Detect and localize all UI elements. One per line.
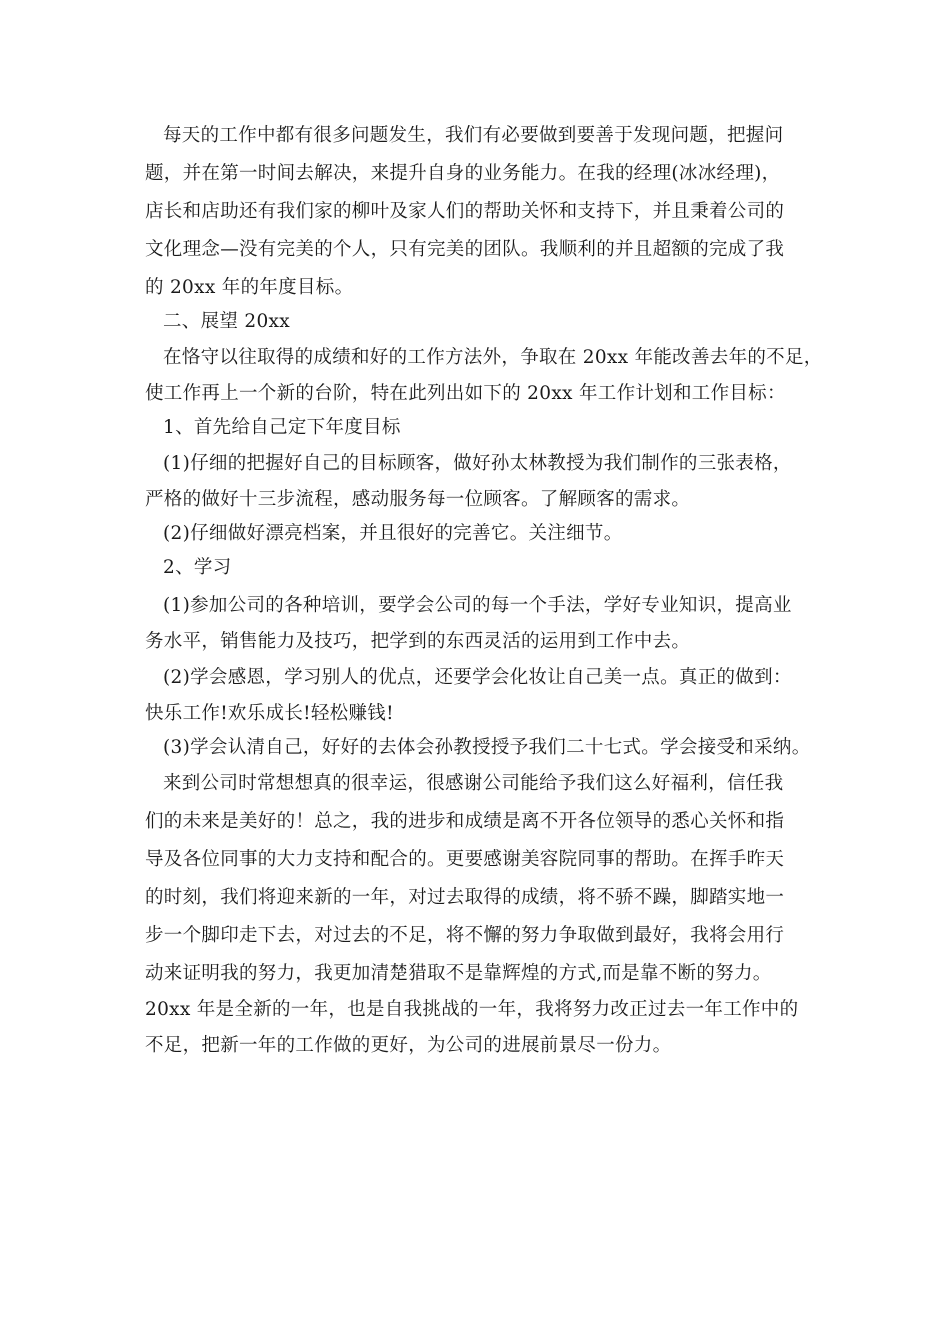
paragraph-line: 的时刻，我们将迎来新的一年，对过去取得的成绩，将不骄不躁，脚踏实地一 — [145, 887, 785, 908]
paragraph-line: 务水平，销售能力及技巧，把学到的东西灵活的运用到工作中去。 — [145, 631, 691, 652]
list-item: (1)参加公司的各种培训，要学会公司的每一个手法，学好专业知识，提高业 — [163, 595, 792, 616]
paragraph-line: 20xx 年是全新的一年，也是自我挑战的一年，我将努力改正过去一年工作中的 — [145, 999, 799, 1020]
list-item: (1)仔细的把握好自己的目标顾客，做好孙太林教授为我们制作的三张表格， — [163, 453, 792, 474]
paragraph-line: 每天的工作中都有很多问题发生，我们有必要做到要善于发现问题，把握问 — [163, 125, 784, 146]
paragraph-line: 步一个脚印走下去，对过去的不足，将不懈的努力争取做到最好，我将会用行 — [145, 925, 785, 946]
paragraph-line: 店长和店助还有我们家的柳叶及家人们的帮助关怀和支持下，并且秉着公司的 — [145, 201, 785, 222]
list-item: (2)仔细做好漂亮档案，并且很好的完善它。关注细节。 — [163, 523, 623, 544]
list-item: (2)学会感恩，学习别人的优点，还要学会化妆让自己美一点。真正的做到： — [163, 667, 792, 688]
paragraph-line: 动来证明我的努力，我更加清楚猎取不是靠辉煌的方式,而是靠不断的努力。 — [145, 963, 772, 984]
list-heading: 1、首先给自己定下年度目标 — [163, 417, 401, 438]
paragraph-line: 导及各位同事的大力支持和配合的。更要感谢美容院同事的帮助。在挥手昨天 — [145, 849, 785, 870]
list-item: (3)学会认清自己，好好的去体会孙教授授予我们二十七式。学会接受和采纳。 — [163, 737, 811, 758]
paragraph-line: 在恪守以往取得的成绩和好的工作方法外，争取在 20xx 年能改善去年的不足， — [163, 347, 823, 368]
paragraph-line: 快乐工作!欢乐成长!轻松赚钱! — [145, 703, 394, 724]
paragraph-line: 不足，把新一年的工作做的更好，为公司的进展前景尽一份力。 — [145, 1035, 672, 1056]
paragraph-line: 来到公司时常想想真的很幸运，很感谢公司能给予我们这么好福利，信任我 — [163, 773, 784, 794]
section-heading: 二、展望 20xx — [163, 311, 290, 332]
paragraph-line: 题，并在第一时间去解决，来提升自身的业务能力。在我的经理(冰冰经理)， — [145, 163, 781, 184]
paragraph-line: 文化理念—没有完美的个人，只有完美的团队。我顺利的并且超额的完成了我 — [145, 239, 785, 260]
paragraph-line: 们的未来是美好的！总之，我的进步和成绩是离不开各位领导的悉心关怀和指 — [145, 811, 785, 832]
paragraph-line: 严格的做好十三步流程，感动服务每一位顾客。了解顾客的需求。 — [145, 489, 691, 510]
paragraph-line: 的 20xx 年的年度目标。 — [145, 277, 354, 298]
paragraph-line: 使工作再上一个新的台阶，特在此列出如下的 20xx 年工作计划和工作目标： — [145, 383, 786, 404]
list-heading: 2、学习 — [163, 557, 232, 578]
